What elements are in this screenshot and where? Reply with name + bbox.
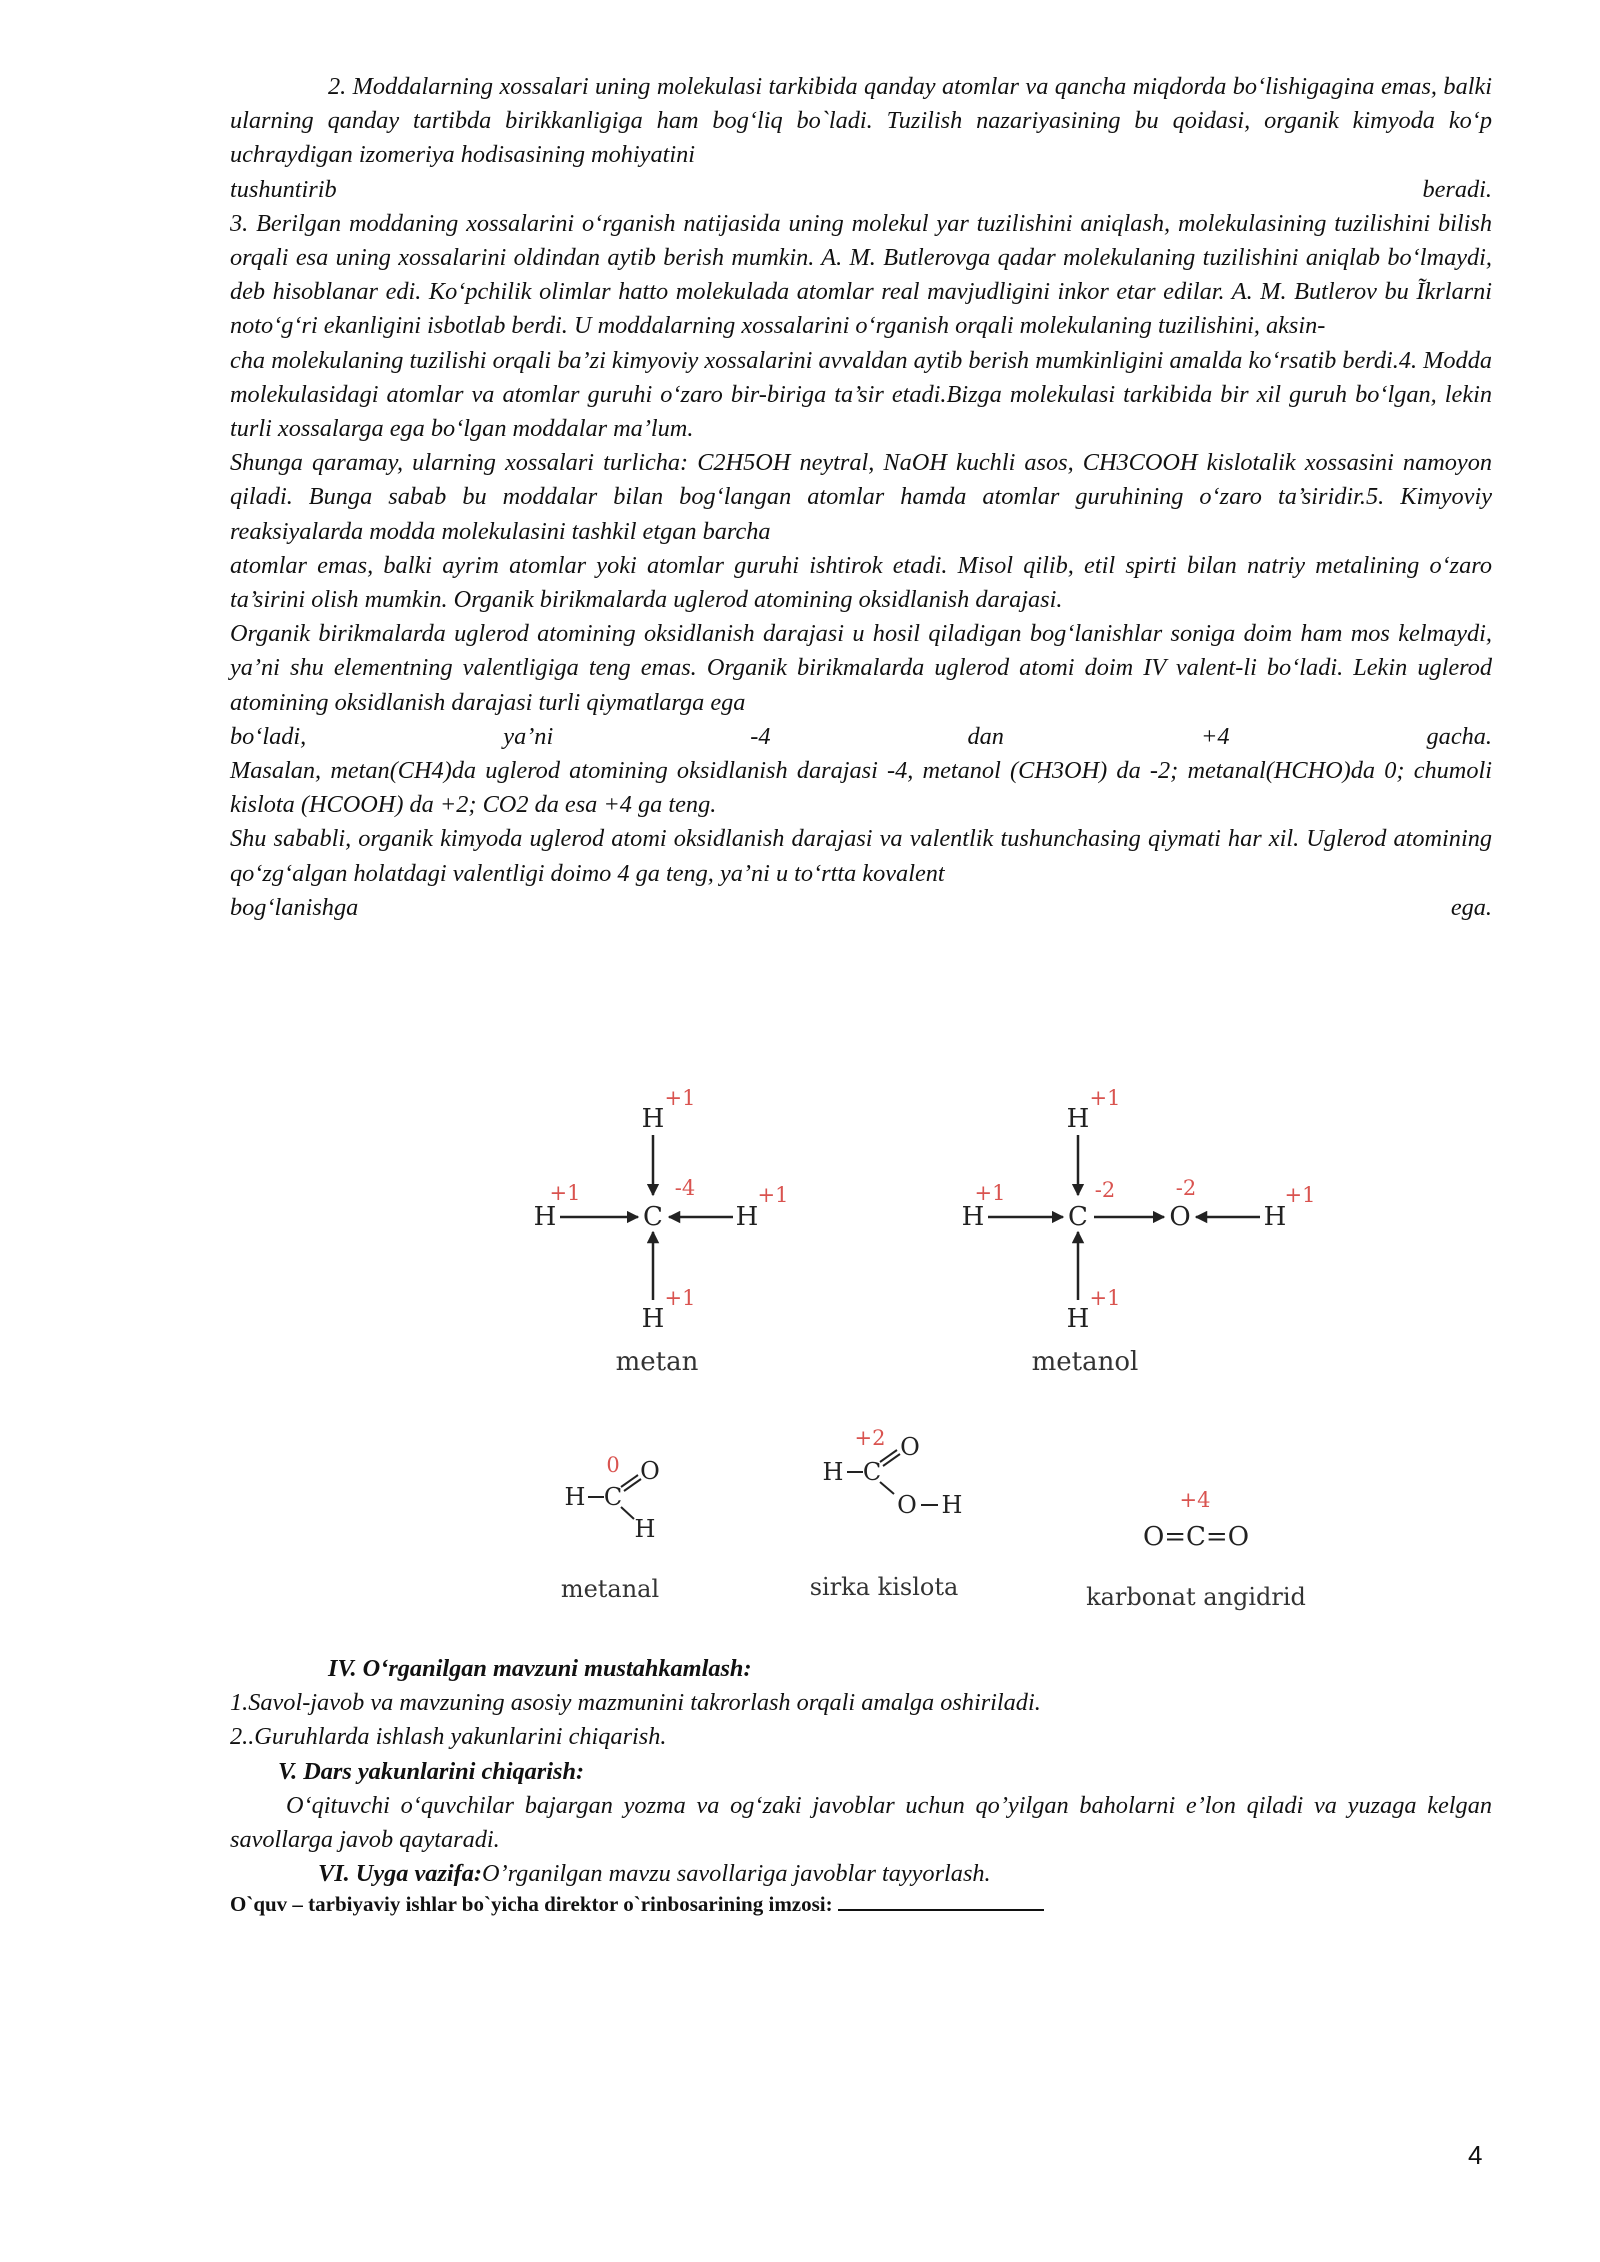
ox-state: +1 [974, 1181, 1006, 1205]
methane-structure [534, 1086, 789, 1377]
atom-h: H [1263, 1202, 1287, 1232]
word: bog‘lanishga [230, 893, 359, 921]
methanol-structure [962, 1086, 1316, 1377]
ox-state: +1 [549, 1181, 581, 1205]
paragraph-oxidation: Organik birikmalarda uglerod atomining oksidlanish darajasi u hosil qiladigan bog‘lanishlar soniga doim ham mos kelmaydi, ya’ni shu elementning valentligiga teng emas. Organik birikmalarda uglerod atomi doim IV valent-li bo‘ladi. Lekin uglerod atomining oksidlanish darajasi turli qiymatlarga ega [230, 620, 1492, 716]
label-sirka-kislota: sirka kislota [809, 1573, 959, 1601]
section-vi-text: O’rganilgan mavzu savollariga javoblar tayyorlash. [481, 1860, 991, 1888]
section-iv-item: 1.Savol-javob va mavzuning asosiy mazmunini takrorlash orqali amalga oshiriladi. [230, 1689, 1041, 1717]
atom-h: H [941, 1491, 963, 1519]
atom-o: O [900, 1433, 920, 1461]
ox-state: +1 [664, 1286, 696, 1310]
formic-acid-structure [810, 1426, 963, 1601]
atom-c: C [1068, 1202, 1088, 1232]
atom-h: H [634, 1515, 656, 1543]
atom-c: C [603, 1483, 623, 1511]
atom-o: O [640, 1457, 660, 1485]
paragraph-last-line [230, 720, 1492, 754]
oxidation-state-figure [510, 1035, 1340, 1635]
lesson-summary [230, 1652, 1492, 1917]
main-text [230, 70, 1492, 925]
label-metanol: metanol [1031, 1347, 1139, 1377]
paragraph-examples: Shunga qaramay, ularning xossalari turlicha: C2H5OH neytral, NaOH kuchli asos, CH3COOH kislotalik xossasini namoyon qiladi. Bunga sabab bu moddalar bilan bog‘langan atomlar hamda atomlar guruhining o‘zaro ta’siridir.5. Kimyoviy reaksiyalarda modda molekulasini tashkil etgan barcha [230, 449, 1492, 545]
co2-formula: O=C=O [1142, 1522, 1250, 1552]
ox-state: +2 [854, 1426, 886, 1450]
section-v-text: O‘qituvchi o‘quvchilar bajargan yozma va og‘zaki javoblar uchun qo’yilgan baholarni e’lon qiladi va yuzaga kelgan savollarga javob qaytaradi. [230, 1791, 1492, 1854]
word: gacha. [1426, 722, 1492, 750]
paragraph-continuation: cha molekulaning tuzilishi orqali ba’zi kimyoviy xossalarini avvaldan aytib berish mumkinligini amalda ko‘rsatib berdi.4. Modda molekulasidagi atomlar va atomlar guruhi o‘zaro bir-biriga ta’sir etadi.Bizga molekulasi tarkibida bir xil guruh bo‘lgan, lekin turli xossalarga ega bo‘lgan moddalar ma’lum. [230, 346, 1492, 443]
atom-h: H [822, 1458, 844, 1486]
word: ega. [1450, 893, 1492, 921]
atom-h: H [641, 1304, 665, 1334]
paragraph-last-line [230, 891, 1492, 925]
paragraph-properties-rule: 3. Berilgan moddaning xossalarini o‘rganish natijasida uning molekul yar tuzilishini aniqlash, molekulasining tuzilishini bilish orqali esa uning xossalarini oldindan aytib berish mumkin. A. M. Butlerovga qadar molekulaning tuzilishini aniqlab bo‘lmaydi, deb hisoblanar edi. Ko‘pchilik olimlar hatto molekulada atomlar real mavjudligini inkor etar edilar. A. M. Butlerov bu Ĩkrlarni noto‘g‘ri ekanligini isbotlab berdi. U moddalarning xossalarini o‘rganish orqali molekulaning tuzilishini, aksin- [230, 209, 1492, 340]
word: dan [967, 722, 1004, 750]
section-v-heading: V. Dars yakunlarini chiqarish: [278, 1757, 585, 1785]
paragraph-structure-rule: 2. Moddalarning xossalari uning molekulasi tarkibida qanday atomlar va qancha miqdorda bo‘lishigagina emas, balki ularning qanday tartibda birikkanligiga ham bog‘liq bo`ladi. Tuzilish nazariyasining bu qoidasi, organik kimyoda ko‘p uchraydigan izomeriya hodisasining mohiyatini [230, 73, 1492, 169]
word: bo‘ladi, [230, 722, 307, 750]
word: +4 [1200, 722, 1230, 750]
atom-c: C [643, 1202, 663, 1232]
word: ya’ni [503, 722, 554, 750]
paragraph-last-line [230, 173, 1492, 207]
signature-blank [838, 1891, 1044, 1911]
signature-line [230, 1891, 1492, 1917]
label-metanal: metanal [560, 1575, 660, 1603]
methanal-structure [561, 1453, 660, 1603]
page-number: 4 [1468, 2140, 1483, 2170]
carbon-dioxide-structure [1086, 1488, 1306, 1611]
section-vi-heading: VI. Uyga vazifa: [318, 1860, 482, 1888]
ox-state: +1 [664, 1086, 696, 1110]
label-karbonat-angidrid: karbonat angidrid [1086, 1583, 1306, 1611]
atom-h: H [735, 1202, 759, 1232]
section-iv-heading: IV. O‘rganilgan mavzuni mustahkamlash: [328, 1655, 752, 1682]
ox-state: -2 [1175, 1176, 1197, 1200]
paragraph-example-values: Masalan, metan(CH4)da uglerod atomining oksidlanish darajasi -4, metanol (CH3OH) da -2; metanal(HCHO)da 0; chumoli kislota (HCOOH) da +2; CO2 da esa +4 ga teng. [230, 757, 1492, 819]
paragraph-reactions: atomlar emas, balki ayrim atomlar yoki atomlar guruhi ishtirok etadi. Misol qilib, etil spirti bilan natriy metalining o‘zaro ta’sirini olish mumkin. Organik birikmalarda uglerod atomining oksidlanish darajasi. [230, 551, 1492, 614]
atom-h: H [564, 1483, 586, 1511]
section-vi [230, 1857, 1492, 1891]
structural-formulas [510, 1035, 1340, 1635]
atom-o: O [1169, 1202, 1191, 1232]
section-iv-item: 2..Guruhlarda ishlash yakunlarini chiqarish. [230, 1723, 667, 1751]
word: -4 [750, 722, 771, 750]
atom-h: H [1066, 1104, 1090, 1134]
ox-state: -2 [1094, 1178, 1116, 1202]
signature-label: O`quv – tarbiyaviy ishlar bo`yicha direktor o`rinbosarining imzosi: [230, 1892, 833, 1917]
ox-state: +4 [1179, 1488, 1211, 1512]
ox-state: +1 [757, 1183, 789, 1207]
ox-state: +1 [1284, 1183, 1316, 1207]
atom-o: O [897, 1491, 917, 1519]
ox-state: 0 [606, 1453, 620, 1477]
word: beradi. [1422, 175, 1492, 203]
atom-c: C [862, 1458, 882, 1486]
ox-state: +1 [1089, 1086, 1121, 1110]
atom-h: H [1066, 1304, 1090, 1334]
ox-state: -4 [674, 1176, 696, 1200]
atom-h: H [533, 1202, 557, 1232]
label-metan: metan [615, 1347, 699, 1377]
ox-state: +1 [1089, 1286, 1121, 1310]
paragraph-valence: Shu sababli, organik kimyoda uglerod atomi oksidlanish darajasi va valentlik tushunchasing qiymati har xil. Uglerod atomining qo‘zg‘algan holatdagi valentligi doimo 4 ga teng, ya’ni u to‘rtta kovalent [230, 825, 1492, 887]
atom-h: H [641, 1104, 665, 1134]
word: tushuntirib [230, 175, 337, 203]
atom-h: H [961, 1202, 985, 1232]
